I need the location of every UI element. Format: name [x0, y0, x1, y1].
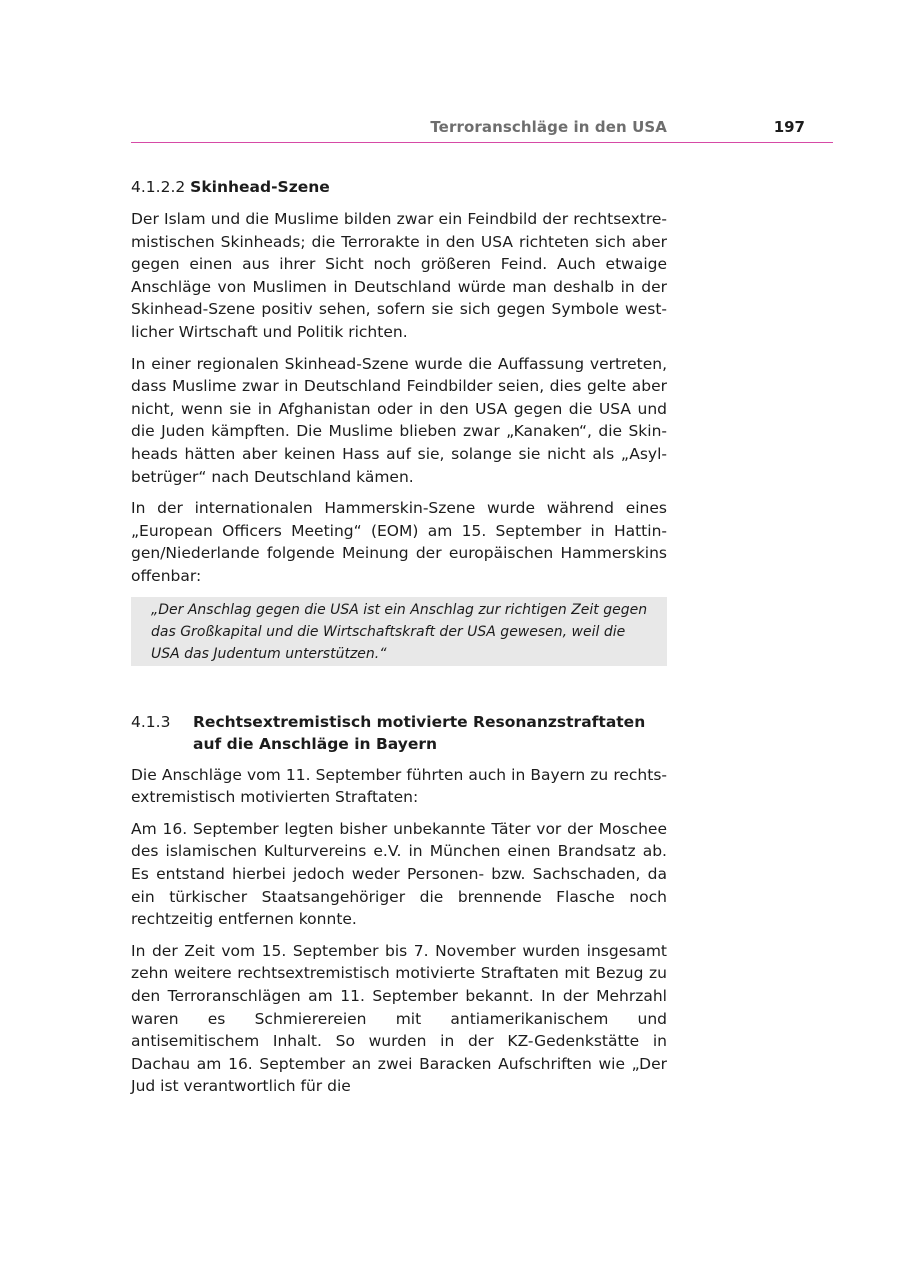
paragraph: In der Zeit vom 15. September bis 7. November wurden insgesamt zehn weitere rechtsextremistisch motivierte Straftaten mit Bezug zu den Terroranschlägen am 11. September bekannt. In der Mehrzahl waren es Schmierereien mit antiamerikanischem und antisemitischem Inhalt. So wurden in der KZ-Gedenkstätte in Dachau am 16. September an zwei Baracken Aufschriften wie „Der Jud ist verantwortlich für die: [131, 941, 667, 1096]
paragraph: Am 16. September legten bisher unbekannte Täter vor der Moschee des islamischen Kulturvereins e.V. in München einen Brandsatz ab. Es entstand hierbei jedoch weder Personen- bzw. Sachschaden, da ein türkischer Staatsangehöriger die brennende Flasche noch rechtzeitig entfernen konnte.: [131, 819, 667, 929]
paragraph: Der Islam und die Muslime bilden zwar ein Feindbild der rechtsextremistischen Skinheads; die Terrorakte in den USA richteten sich aber gegen einen aus ihrer Sicht noch größeren Feind. Auch etwaige Anschläge von Muslimen in Deutschland würde man deshalb in der Skinhead-Szene positiv sehen, sofern sie sich gegen Symbole westlicher Wirtschaft und Politik richten.: [131, 210, 667, 341]
page-number: 197: [773, 118, 805, 136]
section-title: Rechtsextremistisch motivierte Resonanzstraftaten auf die Anschläge in Bayern: [193, 712, 646, 754]
paragraph: In der internationalen Hammerskin-Szene wurde während eines „European Officers Meeting“ (EOM) am 15. September in Hattingen/Niederlande folgende Meinung der europäischen Hammerskins offenbar:: [131, 499, 667, 585]
quote-block: „Der Anschlag gegen die USA ist ein Anschlag zur richtigen Zeit gegen das Großkapital und die Wirtschaftskraft der USA gewesen, weil die USA das Judentum unterstützen.“: [131, 597, 667, 666]
running-title: Terroranschläge in den USA: [430, 118, 667, 136]
page-content: [131, 176, 667, 1107]
paragraph: In einer regionalen Skinhead-Szene wurde die Auffassung vertreten, dass Muslime zwar in Deutschland Feindbilder seien, dies gelte aber nicht, wenn sie in Afghanistan oder in den USA gegen die USA und die Juden kämpften. Die Muslime blieben zwar „Kanaken“, die Skinheads hätten aber keinen Hass auf sie, solange sie nicht als „Asylbetrüger“ nach Deutschland kämen.: [131, 354, 667, 486]
section-number: 4.1.2.2: [131, 178, 186, 196]
running-header: [131, 116, 833, 143]
section-title: Skinhead-Szene: [190, 178, 330, 196]
paragraph: Die Anschläge vom 11. September führten auch in Bayern zu rechtsextremistisch motivierten Straftaten:: [131, 765, 667, 807]
section-heading-skinhead: [131, 176, 667, 198]
section-heading-resonanzstraftaten: [131, 711, 667, 756]
section-number: 4.1.3: [131, 712, 171, 731]
